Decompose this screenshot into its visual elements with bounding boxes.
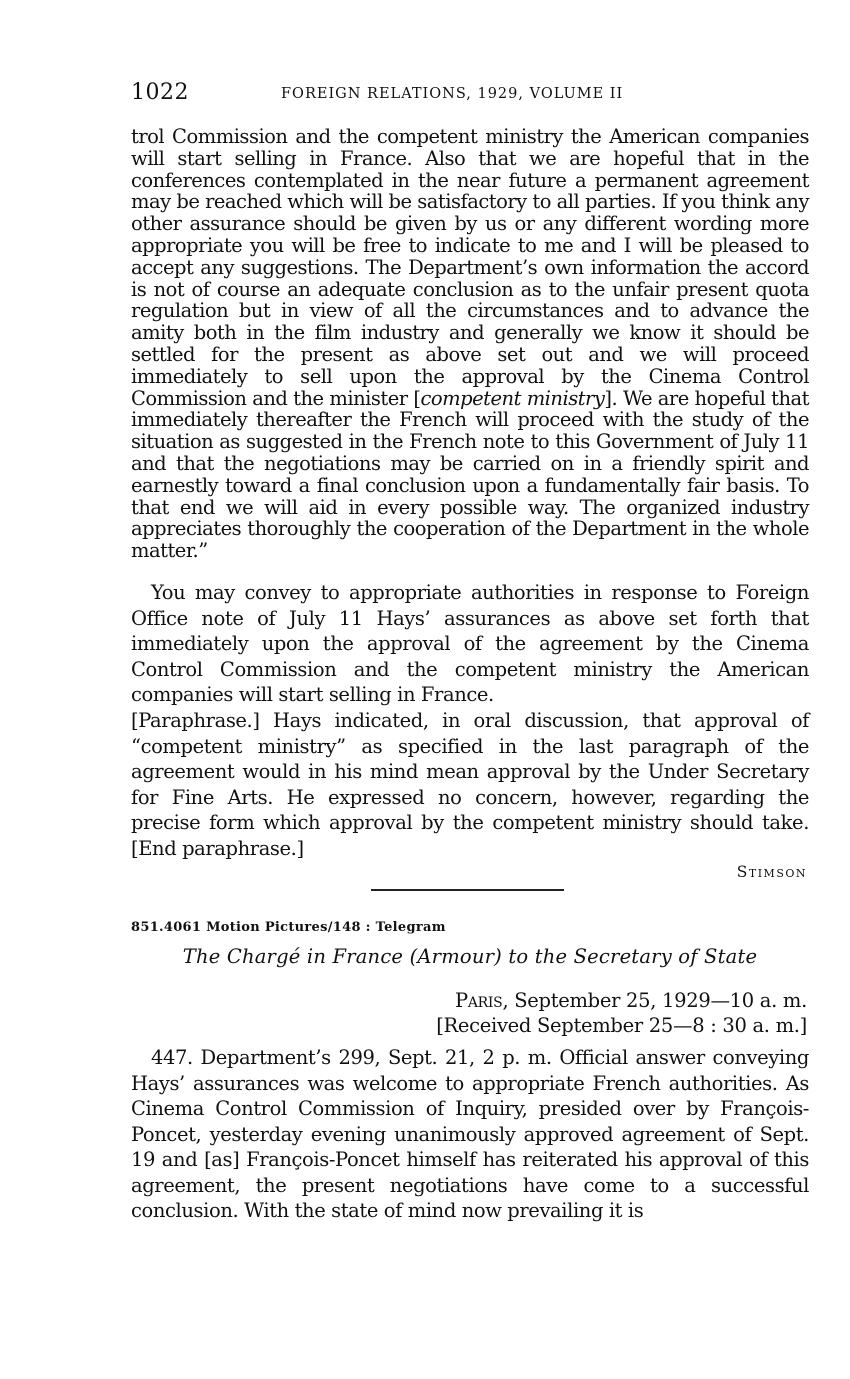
section-divider [371, 889, 564, 891]
instruction-paragraph: You may convey to appropriate authorities in response to Foreign Office note of July 11 Hays’ assurances as above set forth that immediately upon the approval of the agreement by the Cinema Control Commission and the competent ministry the American companies will start selling in France. [131, 581, 809, 706]
dateline-date: , September 25, 1929—10 a. m. [502, 989, 807, 1012]
quote-italic-insert: competent ministry [420, 386, 605, 410]
running-title: FOREIGN RELATIONS, 1929, VOLUME II [281, 86, 624, 102]
paraphrase-paragraph: [Paraphrase.] Hays indicated, in oral discussion, that approval of “competent ministry” as specified in the last paragraph of the agreement would in his mind mean approval by the Under Secretary for Fine Arts. He expressed no concern, however, regarding the precise form which approval by the competent ministry should take. [End paraphrase.] [131, 709, 809, 860]
file-reference: 851.4061 Motion Pictures/148 : Telegram [131, 920, 446, 935]
received-line: [Received September 25—8 : 30 a. m.] [436, 1014, 807, 1037]
quote-text-part2: ]. We are hopeful that immediately thereafter the French will proceed with the study of the situation as suggested in the French note to this Government of July 11 and that the negotiations may be carried on in a friendly spirit and earnestly toward a final conclusion upon a fundamentally fair basis. To that end we will aid in every possible way. The organized industry appreciates thoroughly the cooperation of the Department in the whole matter.” [131, 386, 809, 563]
telegram-body: 447. Department’s 299, Sept. 21, 2 p. m. Official answer conveying Hays’ assurances was welcome to appropriate French authorities. As Cinema Control Commission of Inquiry, presided over by François-Poncet, yesterday evening unanimously approved agreement of Sept. 19 and [as] François-Poncet himself has reiterated his approval of this agreement, the present negotiations have come to a successful conclusion. With the state of mind now prevailing it is [131, 1046, 809, 1222]
dateline-city: Paris [455, 989, 503, 1012]
dateline [455, 988, 807, 1014]
quoted-message-continuation [131, 126, 809, 562]
page-number: 1022 [131, 80, 189, 105]
quote-text-part1: trol Commission and the competent ministry the American companies will start selling in France. Also that we are hopeful that in the conferences contemplated in the near future a permanent agreement may be reached which will be satisfactory to all parties. If you think any other assurance should be given by us or any different wording more appropriate you will be free to indicate to me and I will be pleased to accept any suggestions. The Department’s own information the accord is not of course an adequate conclusion as to the unfair present quota regulation but in view of all the circumstances and to advance the amity both in the film industry and generally we know it should be settled for the present as above set out and we will proceed immediately to sell upon the approval by the Cinema Control Commission and the minister [ [131, 125, 809, 410]
page-header [131, 80, 811, 106]
signature: Stimson [736, 863, 807, 881]
doc-title-part1: The Chargé in France ( [182, 945, 418, 968]
doc-title-part2: ) to the Secretary of State [494, 945, 758, 968]
doc-title-name: Armour [417, 945, 495, 968]
document-title [131, 945, 809, 968]
